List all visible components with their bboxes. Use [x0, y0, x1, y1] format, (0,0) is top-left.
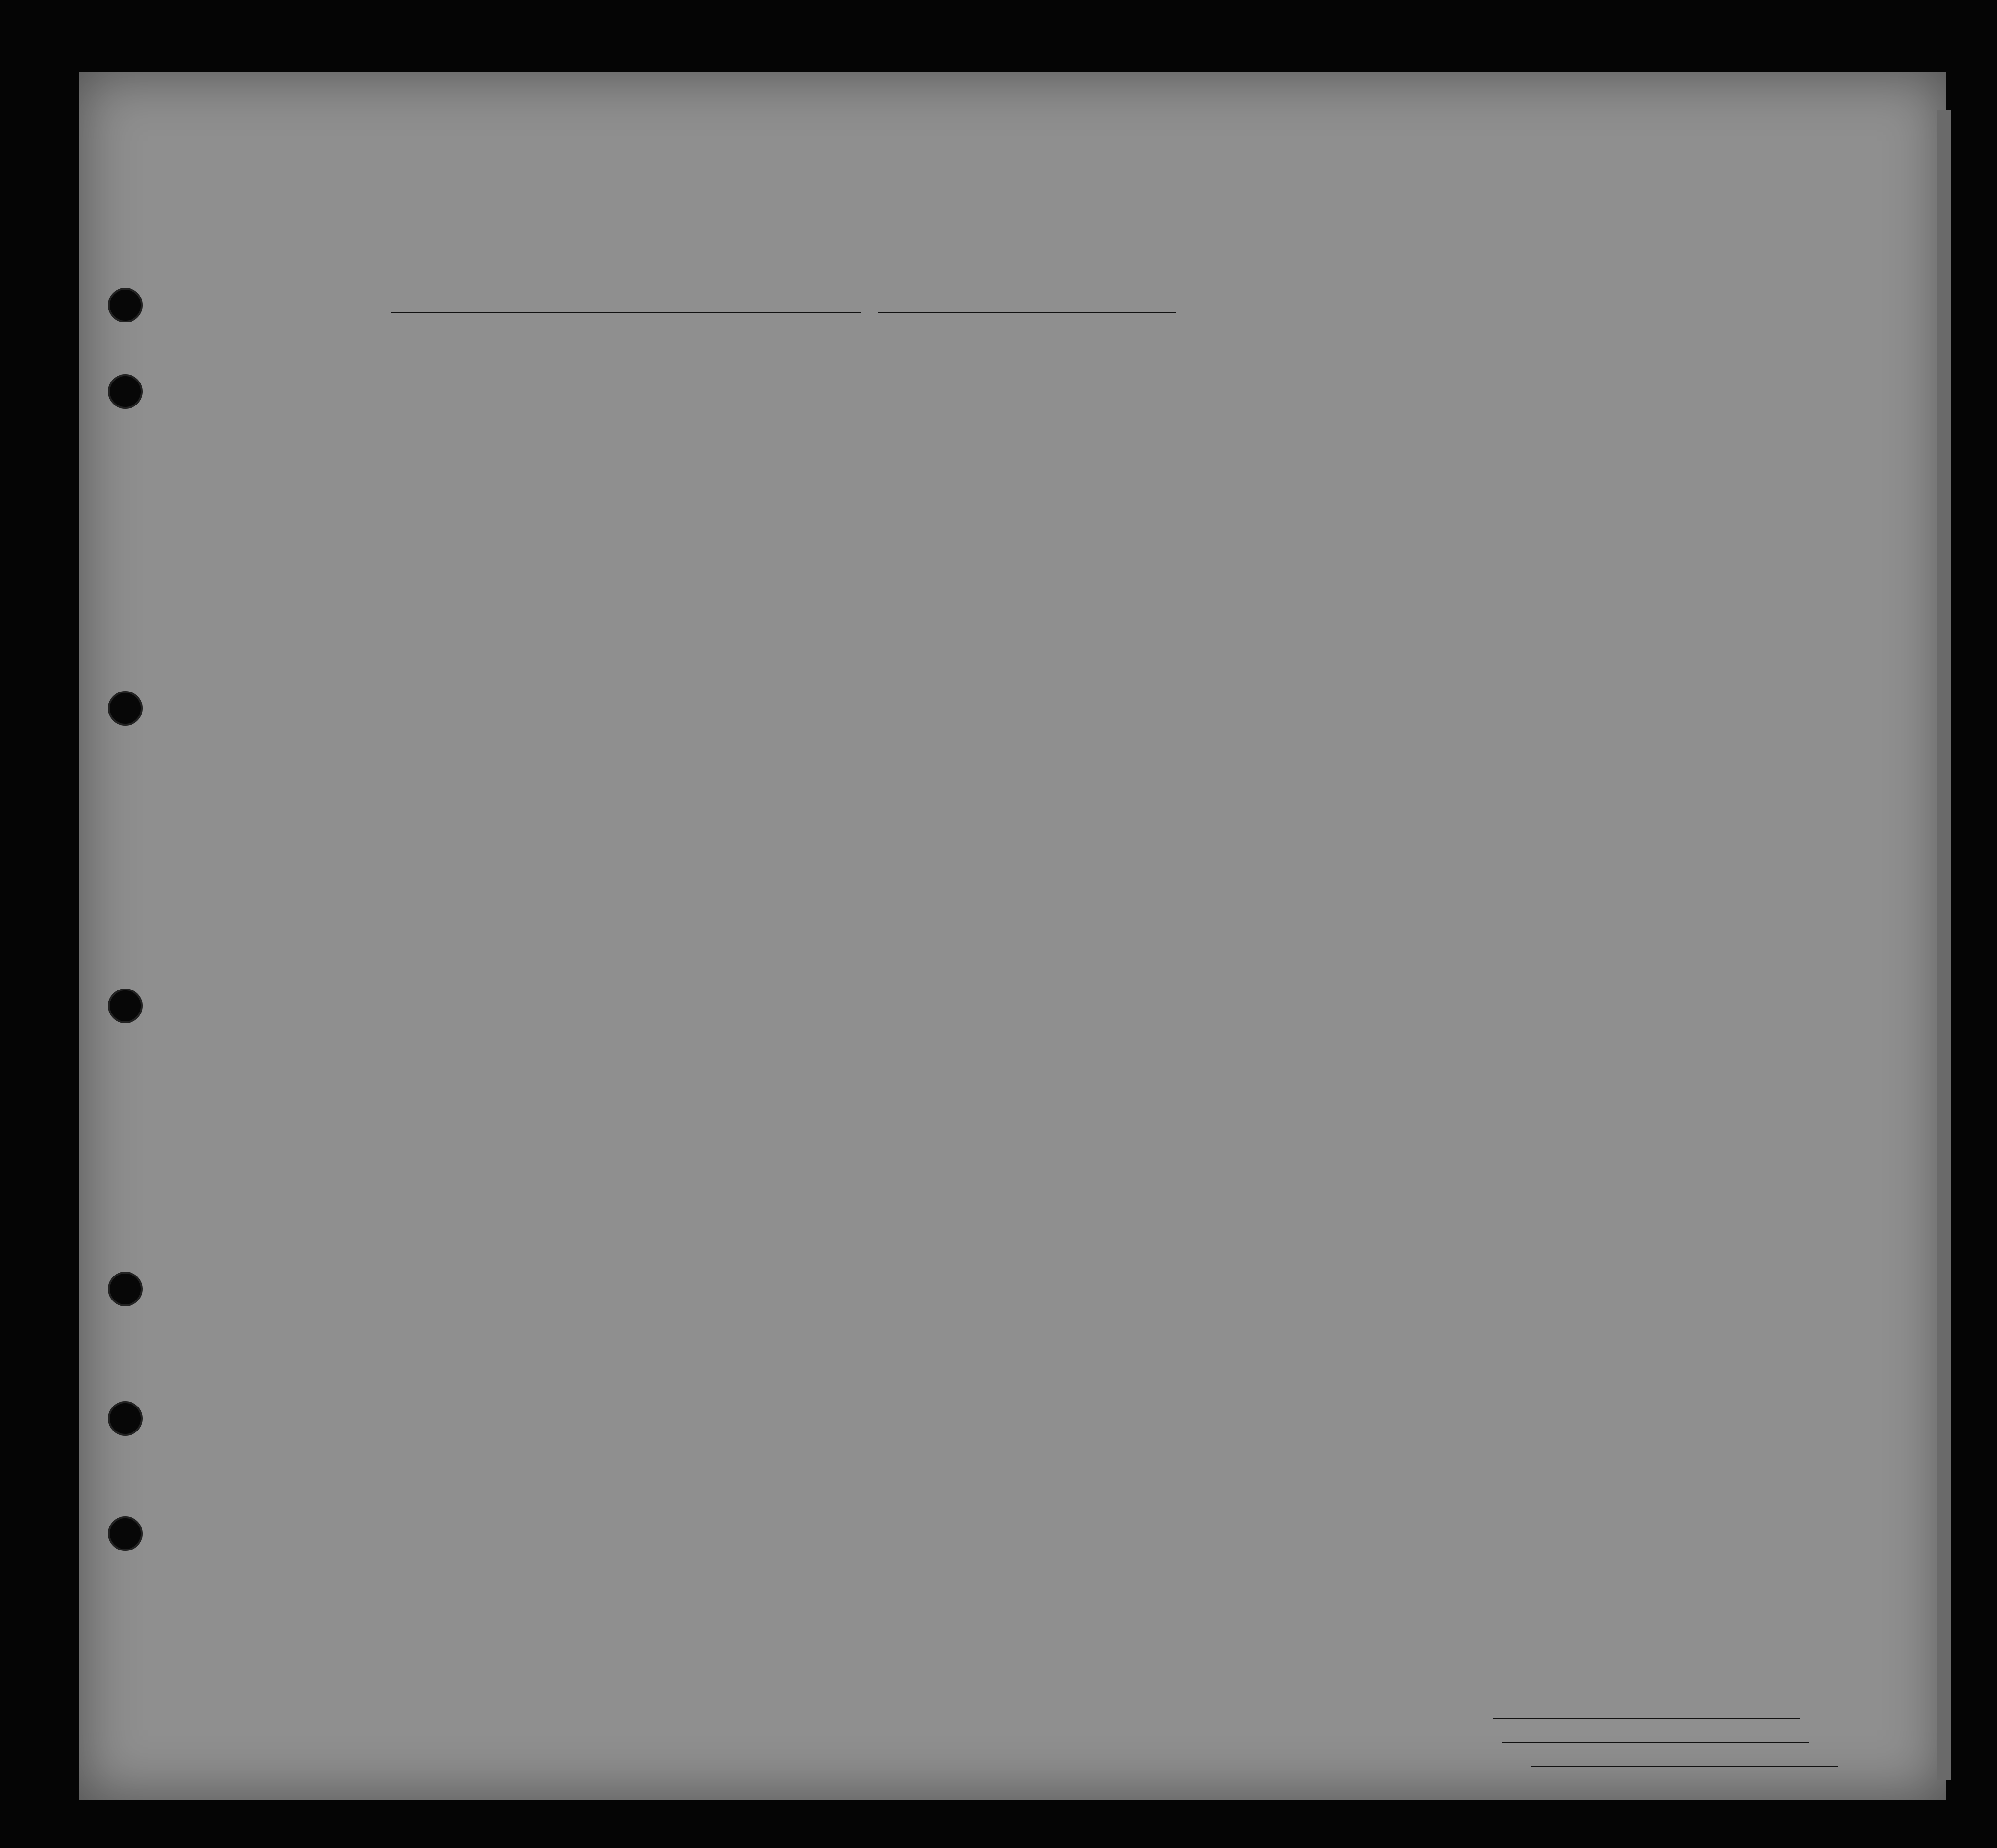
owners-rule [1502, 1742, 1809, 1743]
header-inches [1621, 461, 1636, 509]
header-polygamist [1310, 384, 1329, 523]
agents-rule [1531, 1766, 1838, 1767]
header-possession-50 [708, 370, 729, 528]
line-rule [1493, 1718, 1800, 1719]
header-feet [1601, 461, 1615, 509]
header-anarchist [1329, 384, 1349, 523]
header-ticket [586, 374, 612, 528]
